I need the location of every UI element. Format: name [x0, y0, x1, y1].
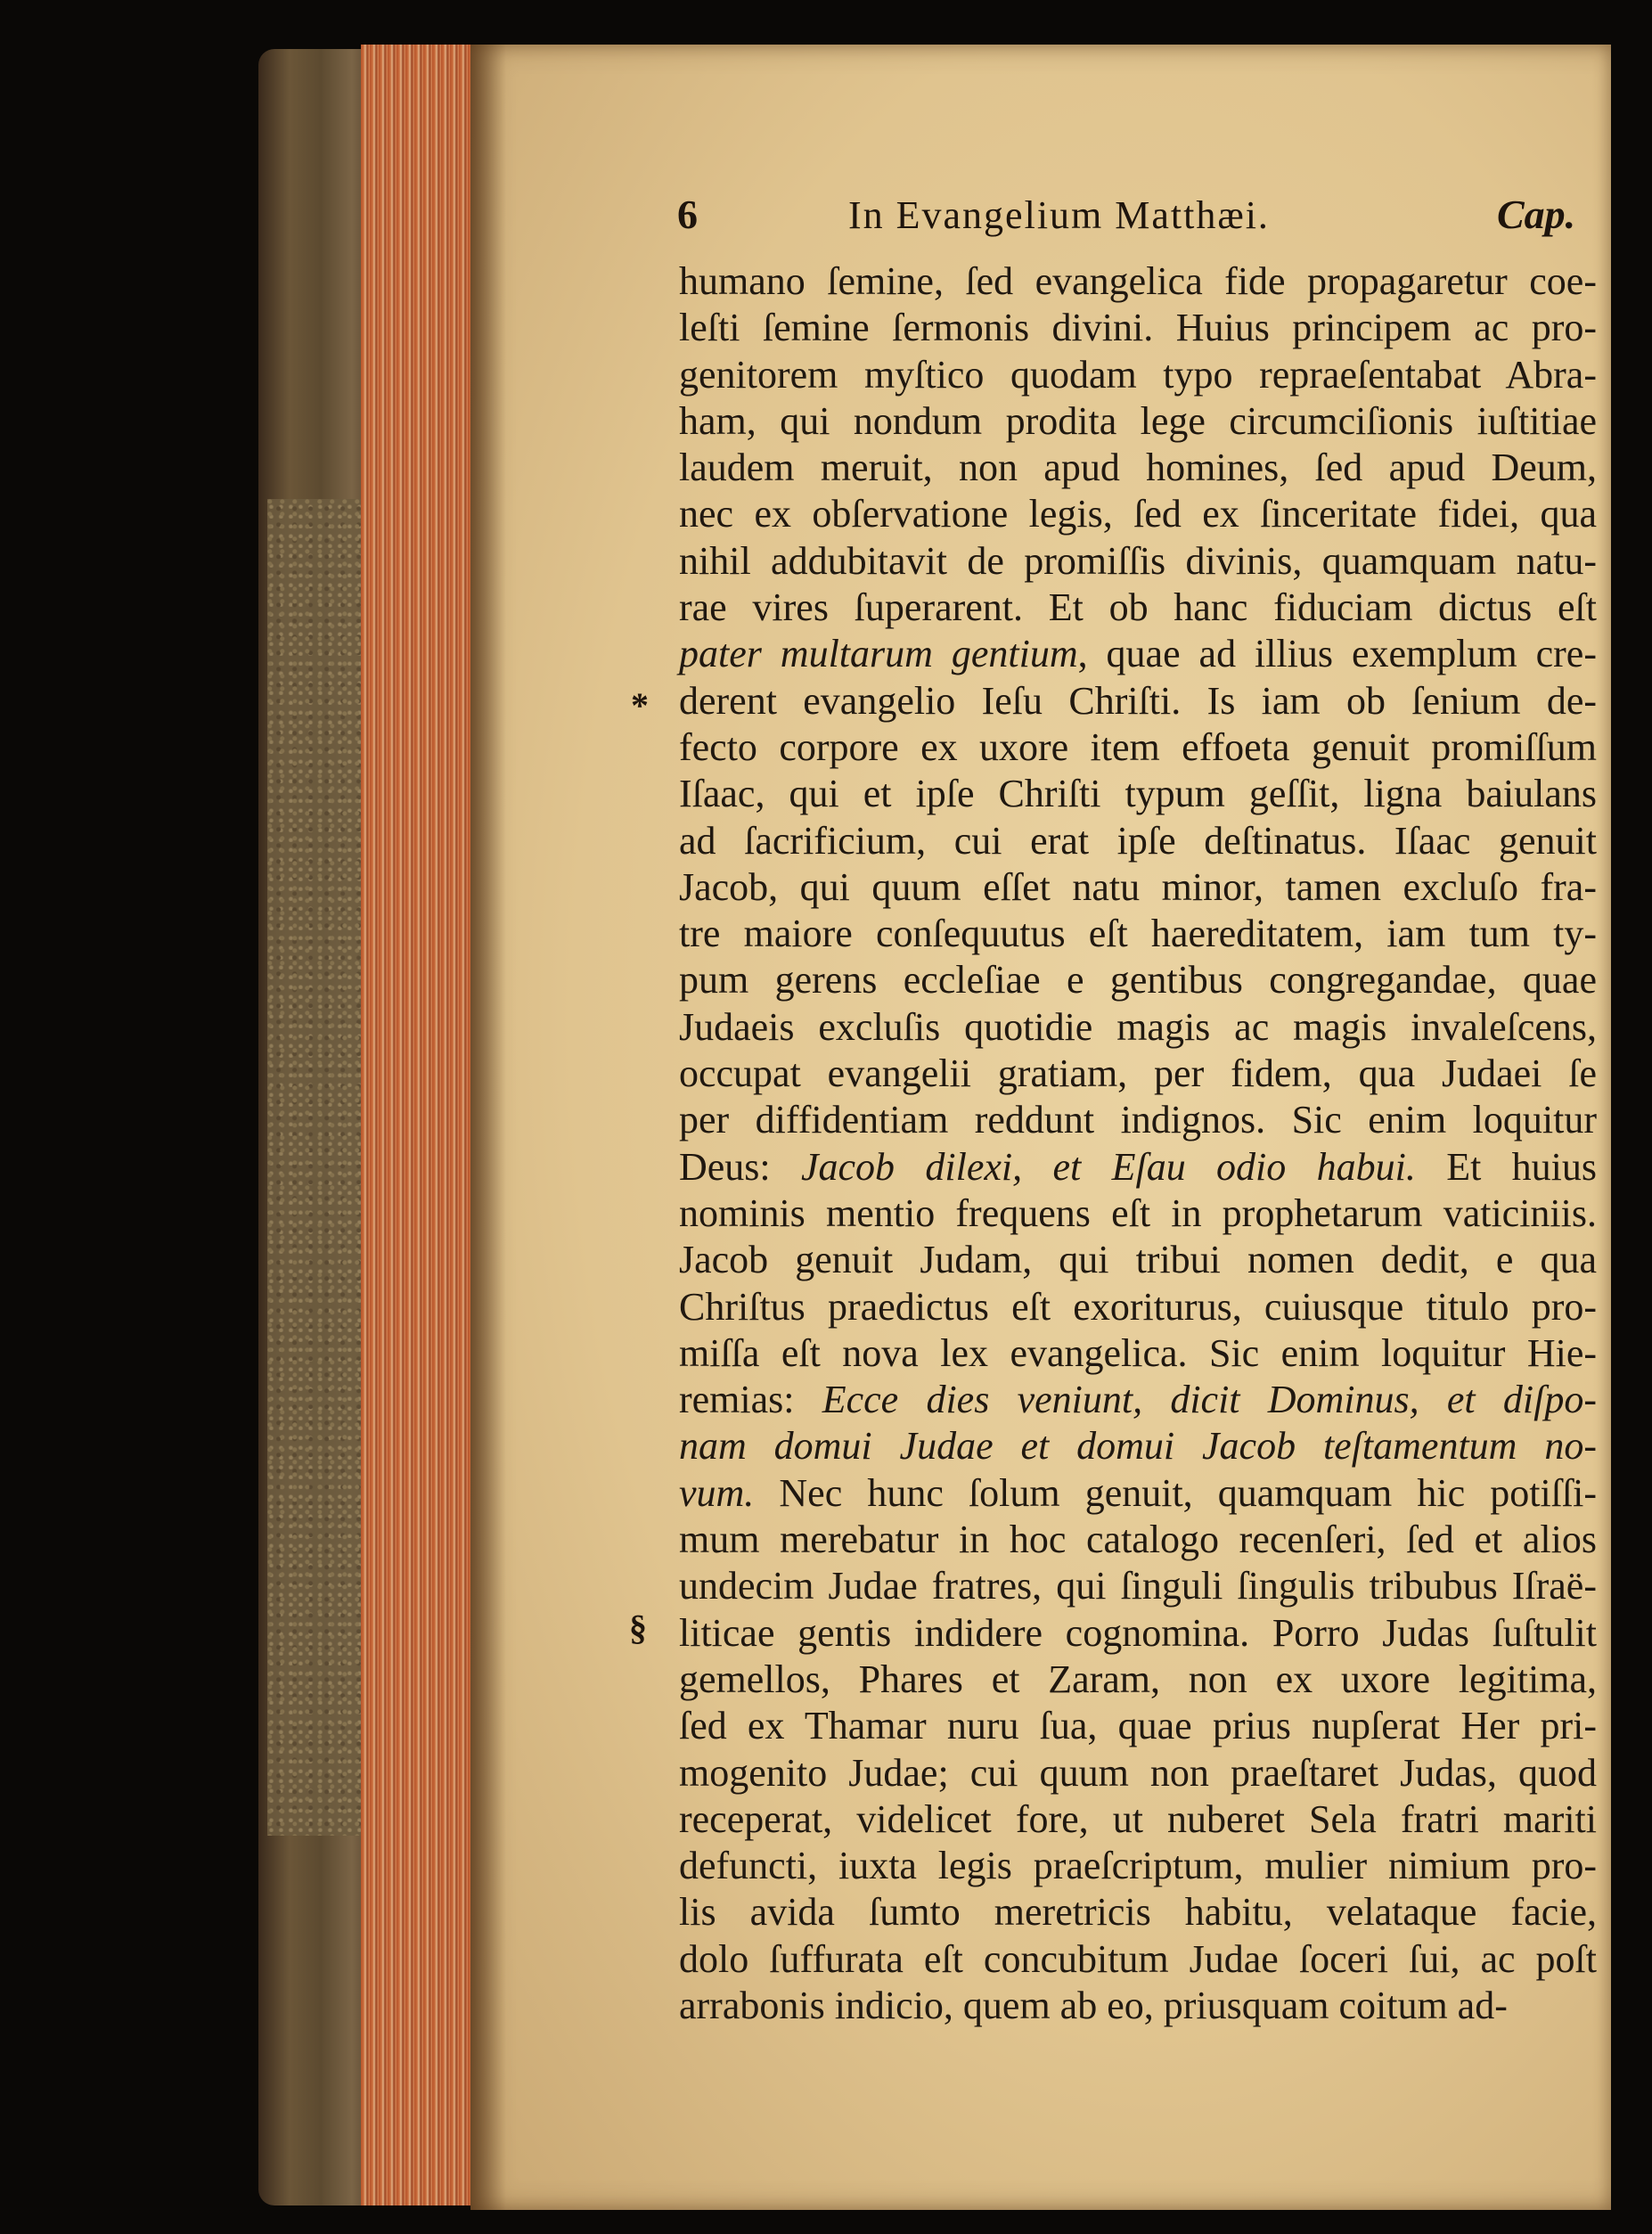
text-segment: nihil addubitavit de promiſſis divinis, quamquam natu- [679, 538, 1597, 583]
text-line [679, 1843, 1597, 1889]
margin-mark-asterisk: * [631, 685, 649, 725]
page-number: 6 [677, 192, 698, 237]
text-segment: laudem meruit, non apud homines, ſed apud Deum, [679, 446, 1597, 490]
text-line [679, 1004, 1597, 1051]
text-segment: receperat, videlicet fore, ut nuberet Sela fratri mariti [679, 1796, 1597, 1841]
text-segment: tre maiore conſequutus eſt haereditatem, iam tum ty- [679, 912, 1597, 956]
text-segment: leſti ſemine ſermonis divini. Huius principem ac pro- [679, 306, 1597, 350]
text-line [679, 1191, 1597, 1237]
italic-text-segment: nam domui Judae et domui Jacob teſtamentum no- [679, 1424, 1597, 1469]
italic-text-segment: Jacob dilexi, et Eſau odio habui. [801, 1144, 1416, 1189]
running-header [0, 187, 1652, 250]
text-segment: , quae ad illius exemplum cre- [1077, 632, 1597, 676]
text-line [679, 352, 1597, 398]
text-line [679, 1051, 1597, 1097]
text-segment: lis avida ſumto meretricis habitu, velataque facie, [679, 1890, 1597, 1935]
text-line [679, 957, 1597, 1003]
text-line [679, 398, 1597, 445]
text-line [679, 1237, 1597, 1283]
text-line [679, 724, 1597, 771]
page-edges [361, 45, 486, 2205]
text-segment: Jacob, qui quum eſſet natu minor, tamen excluſo fra- [679, 864, 1597, 909]
text-segment: Chriſtus praedictus eſt exoriturus, cuiusque titulo pro- [679, 1284, 1597, 1329]
text-segment: nec ex obſervatione legis, ſed ex ſinceritate fidei, qua [679, 492, 1597, 536]
text-line [679, 771, 1597, 817]
body-text [679, 258, 1597, 2029]
text-line [679, 585, 1597, 631]
text-segment: rae vires ſuperarent. Et ob hanc fiduciam dictus eſt [679, 585, 1597, 630]
text-segment: per diffidentiam reddunt indignos. Sic enim loquitur [679, 1098, 1597, 1142]
text-segment: Jacob genuit Judam, qui tribui nomen dedit, e qua [679, 1238, 1597, 1282]
text-line [679, 1097, 1597, 1143]
text-segment: nominis mentio frequens eſt in prophetarum vaticiniis. [679, 1191, 1597, 1235]
text-segment: ſed ex Thamar nuru ſua, quae prius nupſerat Her pri- [679, 1704, 1597, 1748]
text-segment: ad ſacrificium, cui erat ipſe deſtinatus. Iſaac genuit [679, 818, 1597, 863]
text-segment: gemellos, Phares et Zaram, non ex uxore legitima, [679, 1657, 1597, 1701]
running-title: In Evangelium Matthæi. [848, 193, 1270, 237]
italic-text-segment: Ecce dies veniunt, dicit Dominus, et diſpo- [822, 1378, 1597, 1422]
text-segment: Judaeis excluſis quotidie magis ac magis invaleſcens, [679, 1004, 1597, 1049]
text-segment: dolo ſuffurata eſt concubitum Judae ſoceri ſui, ac poſt [679, 1936, 1597, 1981]
text-line [679, 538, 1597, 585]
text-segment: mum merebatur in hoc catalogo recenſeri, ſed et alios [679, 1518, 1597, 1562]
margin-mark-section: § [629, 1608, 647, 1648]
text-line [679, 491, 1597, 537]
text-segment: occupat evangelii gratiam, per fidem, qua Judaei ſe [679, 1052, 1597, 1096]
text-line [679, 1144, 1597, 1191]
text-segment: mogenito Judae; cui quum non praeſtaret Judas, quod [679, 1750, 1597, 1795]
text-segment: liticae gentis indidere cognomina. Porro Judas ſuſtulit [679, 1610, 1597, 1655]
text-segment: arrabonis indicio, quem ab eo, priusquam coitum ad- [679, 1983, 1508, 2027]
text-line [679, 631, 1597, 677]
text-segment: derent evangelio Ieſu Chriſti. Is iam ob ſenium de- [679, 678, 1597, 723]
text-line [679, 305, 1597, 351]
text-line [679, 445, 1597, 491]
text-line [679, 1517, 1597, 1563]
text-line [679, 1423, 1597, 1469]
text-segment: defuncti, iuxta legis praeſcriptum, mulier nimium pro- [679, 1844, 1597, 1888]
text-line [679, 1936, 1597, 1983]
text-segment: Et huius [1415, 1144, 1597, 1189]
text-line [679, 1284, 1597, 1330]
text-line [679, 1330, 1597, 1377]
text-segment: Nec hunc ſolum genuit, quamquam hic potiſſi- [754, 1470, 1597, 1515]
text-segment: pum gerens eccleſiae e gentibus congregandae, quae [679, 958, 1597, 1002]
text-line [679, 1889, 1597, 1935]
italic-text-segment: pater multarum gentium [679, 632, 1078, 676]
text-line [679, 1610, 1597, 1657]
text-line [679, 1750, 1597, 1796]
italic-text-segment: vum. [679, 1470, 755, 1515]
text-line [679, 1703, 1597, 1749]
text-segment: ham, qui nondum prodita lege circumciſionis iuſtitiae [679, 398, 1597, 443]
text-line [679, 1563, 1597, 1609]
text-line [679, 258, 1597, 305]
text-segment: Deus: [679, 1144, 801, 1189]
text-segment: undecim Judae fratres, qui ſinguli ſingulis tribubus Iſraë- [679, 1564, 1597, 1608]
page-gutter-shadow [470, 45, 506, 2210]
text-segment: remias: [679, 1378, 822, 1422]
chapter-label: Cap. [1497, 192, 1576, 237]
text-line [679, 911, 1597, 957]
text-line [679, 678, 1597, 724]
marbled-cover-texture [267, 499, 365, 1836]
text-segment: genitorem myſtico quodam typo repraeſentabat Abra- [679, 352, 1597, 397]
text-line [679, 1377, 1597, 1423]
text-line [679, 1796, 1597, 1843]
text-segment: humano ſemine, ſed evangelica fide propagaretur coe- [679, 259, 1597, 303]
text-segment: Iſaac, qui et ipſe Chriſti typum geſſit, ligna baiulans [679, 772, 1597, 816]
text-line [679, 1657, 1597, 1703]
text-segment: fecto corpore ex uxore item effoeta genuit promiſſum [679, 724, 1597, 769]
text-segment: miſſa eſt nova lex evangelica. Sic enim loquitur Hie- [679, 1330, 1597, 1375]
text-line [679, 818, 1597, 864]
text-line [679, 1983, 1597, 2029]
text-line [679, 1470, 1597, 1517]
text-line [679, 864, 1597, 911]
